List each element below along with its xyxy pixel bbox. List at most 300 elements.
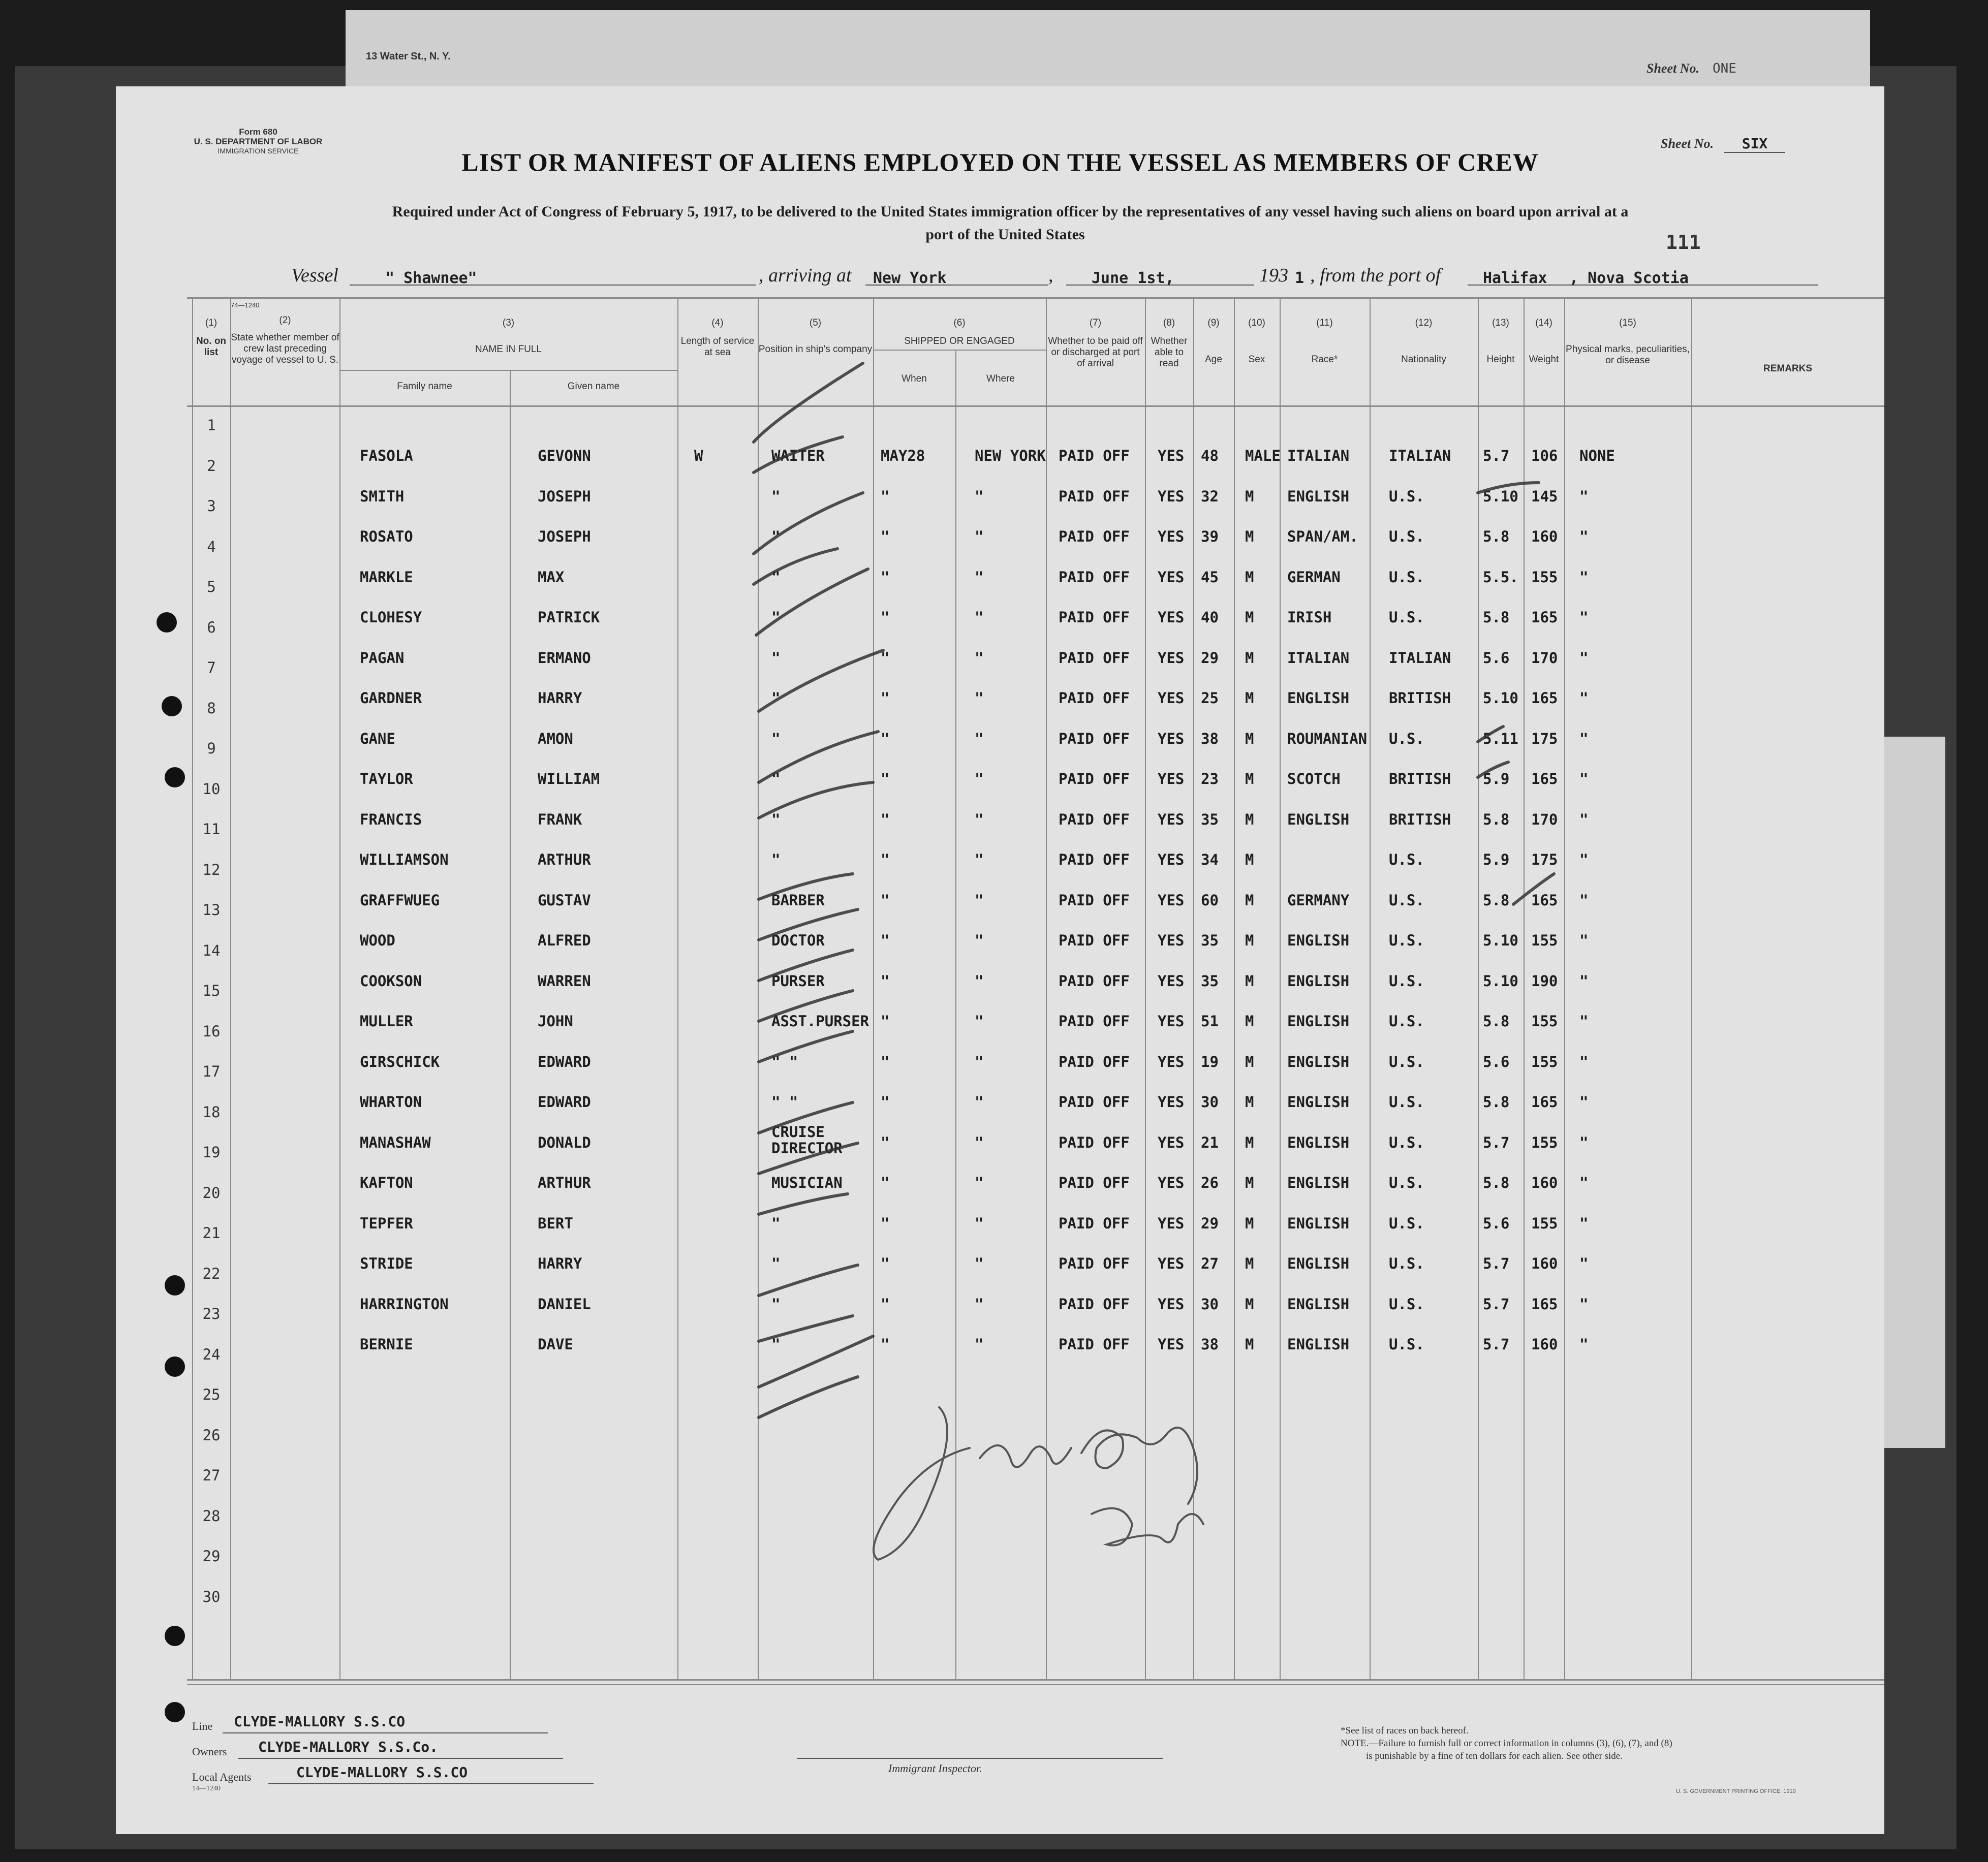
shipped-when-cell: ": [881, 609, 890, 626]
col6-title: SHIPPED OR ENGAGED: [904, 336, 1015, 346]
sex-cell: M: [1245, 609, 1254, 626]
height-cell: 5.8: [1483, 1174, 1510, 1191]
col8-number: (8): [1163, 318, 1175, 328]
physical-marks-cell: ": [1579, 689, 1589, 707]
height-cell: 5.7: [1483, 1295, 1510, 1313]
height-cell: 5.7: [1483, 1255, 1510, 1272]
age-cell: 60: [1201, 891, 1219, 909]
footer-rule: [187, 1684, 1884, 1685]
height-cell: 5.8: [1483, 1093, 1510, 1111]
shipped-when-cell: ": [881, 1093, 890, 1111]
physical-marks-cell: ": [1579, 1093, 1589, 1111]
sex-cell: M: [1245, 891, 1254, 909]
col2-number: (2): [279, 315, 291, 326]
paid-off-cell: PAID OFF: [1059, 770, 1130, 787]
row-number: 7: [207, 659, 216, 676]
height-cell: 5.9: [1483, 770, 1510, 787]
race-cell: ENGLISH: [1287, 487, 1350, 505]
weight-cell: 165: [1531, 609, 1558, 626]
height-cell: 5.8: [1483, 891, 1510, 909]
weight-cell: 160: [1531, 1336, 1558, 1353]
check-mark: [759, 909, 858, 940]
shipped-where-cell: ": [975, 528, 984, 545]
sex-cell: M: [1245, 851, 1254, 868]
physical-marks-cell: ": [1579, 1336, 1589, 1353]
under-sheet-number: ONE: [1713, 61, 1736, 76]
nationality-cell: BRITISH: [1389, 810, 1451, 828]
vessel-label: Vessel: [291, 265, 338, 286]
shipped-when-cell: ": [881, 1255, 890, 1272]
penalty-note-1: NOTE.—Failure to furnish full or correct information in columns (3), (6), (7), and (8): [1341, 1738, 1672, 1749]
able-to-read-cell: YES: [1158, 851, 1185, 868]
row-number: 17: [202, 1063, 221, 1080]
family-name-header: Family name: [397, 381, 452, 392]
sex-cell: M: [1245, 528, 1254, 545]
weight-cell: 106: [1531, 447, 1558, 464]
given-name-cell: FRANK: [538, 810, 582, 828]
paid-off-cell: PAID OFF: [1059, 932, 1130, 949]
weight-cell: 145: [1531, 487, 1558, 505]
shipped-when-cell: ": [881, 1295, 890, 1313]
race-cell: ENGLISH: [1287, 810, 1350, 828]
row-number: 22: [202, 1265, 221, 1282]
height-cell: 5.8: [1483, 810, 1510, 828]
race-cell: ENGLISH: [1287, 1093, 1350, 1111]
line-label: Line: [192, 1720, 213, 1732]
weight-cell: 155: [1531, 1013, 1558, 1030]
nationality-cell: U.S.: [1389, 568, 1424, 586]
family-name-cell: MULLER: [360, 1013, 413, 1030]
row-number: 5: [207, 578, 216, 595]
check-mark: [759, 950, 853, 981]
family-name-cell: FRANCIS: [360, 810, 422, 828]
weight-cell: 155: [1531, 1214, 1558, 1232]
row-number: 19: [202, 1144, 221, 1161]
stamp-number: 111: [1666, 231, 1701, 254]
given-name-cell: WILLIAM: [538, 770, 600, 787]
paid-off-cell: PAID OFF: [1059, 649, 1130, 667]
age-cell: 19: [1201, 1053, 1219, 1070]
height-cell: 5.6: [1483, 649, 1510, 667]
col9-number: (9): [1207, 318, 1220, 328]
physical-marks-cell: ": [1579, 810, 1589, 828]
col8-title: Whether able to read: [1151, 336, 1188, 369]
nationality-cell: U.S.: [1389, 487, 1424, 505]
row-number: 29: [202, 1548, 221, 1565]
sex-cell: M: [1245, 1295, 1254, 1313]
position-cell: DOCTOR: [771, 932, 825, 949]
weight-cell: 160: [1531, 528, 1558, 545]
weight-cell: 170: [1531, 649, 1558, 667]
physical-marks-cell: ": [1579, 1295, 1589, 1313]
able-to-read-cell: YES: [1158, 487, 1185, 505]
penalty-note-2: is punishable by a fine of ten dollars for each alien. See other side.: [1366, 1751, 1623, 1761]
age-cell: 29: [1201, 1214, 1219, 1232]
col12-title: Nationality: [1401, 354, 1446, 365]
physical-marks-cell: NONE: [1579, 447, 1615, 464]
family-name-cell: SMITH: [360, 487, 405, 505]
given-name-cell: DAVE: [538, 1336, 573, 1353]
form-number: Form 680: [239, 127, 277, 137]
paid-off-cell: PAID OFF: [1059, 689, 1130, 707]
check-mark: [754, 549, 837, 584]
physical-marks-cell: ": [1579, 1013, 1589, 1030]
agents-value: CLYDE-MALLORY S.S.CO: [296, 1764, 468, 1781]
height-cell: 5.5.: [1483, 568, 1518, 586]
position-cell: ": [771, 1336, 781, 1353]
family-name-cell: WOOD: [360, 932, 395, 949]
service-length-cell: W: [694, 447, 703, 464]
col6-number: (6): [953, 318, 966, 328]
row-number: 8: [207, 699, 216, 717]
line-rule: [223, 1732, 548, 1733]
physical-marks-cell: ": [1579, 1053, 1589, 1070]
sex-cell: M: [1245, 932, 1254, 949]
row-number: 15: [202, 982, 221, 999]
race-cell: ENGLISH: [1287, 1013, 1350, 1030]
physical-marks-cell: ": [1579, 932, 1589, 949]
weight-cell: 155: [1531, 568, 1558, 586]
owners-value: CLYDE-MALLORY S.S.Co.: [258, 1739, 439, 1755]
family-name-cell: HARRINGTON: [360, 1295, 449, 1313]
paid-off-cell: PAID OFF: [1059, 609, 1130, 626]
paid-off-cell: PAID OFF: [1059, 1295, 1130, 1313]
row-number: 24: [202, 1345, 221, 1363]
row-number: 23: [202, 1305, 221, 1322]
given-name-cell: DONALD: [538, 1133, 591, 1151]
owners-label: Owners: [192, 1745, 227, 1758]
sex-cell: M: [1245, 1214, 1254, 1232]
paid-off-cell: PAID OFF: [1059, 1133, 1130, 1151]
able-to-read-cell: YES: [1158, 568, 1185, 586]
physical-marks-cell: ": [1579, 730, 1589, 747]
able-to-read-cell: YES: [1158, 1013, 1185, 1030]
row-number: 25: [202, 1386, 221, 1403]
given-name-cell: ALFRED: [538, 932, 591, 949]
physical-marks-cell: ": [1579, 770, 1589, 787]
col7-number: (7): [1089, 318, 1102, 328]
col4-title: Length of service at sea: [680, 336, 755, 358]
given-name-cell: ARTHUR: [538, 1174, 591, 1191]
shipped-where-cell: ": [975, 770, 984, 787]
position-cell: ": [771, 851, 781, 868]
paid-off-cell: PAID OFF: [1059, 487, 1130, 505]
position-cell: ": [771, 568, 781, 586]
family-name-cell: TEPFER: [360, 1214, 413, 1232]
agents-code: 14—1240: [192, 1785, 221, 1792]
family-name-cell: GANE: [360, 730, 395, 747]
position-cell: CRUISE DIRECTOR: [771, 1123, 843, 1157]
col1-number: (1): [205, 318, 218, 328]
nationality-cell: BRITISH: [1389, 770, 1451, 787]
given-name-cell: EDWARD: [538, 1053, 591, 1070]
race-note: *See list of races on back hereof.: [1341, 1725, 1469, 1736]
height-cell: 5.10: [1483, 972, 1518, 990]
from-region: , Nova Scotia: [1569, 269, 1689, 287]
remarks-header: REMARKS: [1763, 363, 1813, 374]
height-cell: 5.8: [1483, 1013, 1510, 1030]
shipped-where-cell: ": [975, 1093, 984, 1111]
nationality-cell: U.S.: [1389, 1214, 1424, 1232]
position-cell: ": [771, 1295, 781, 1313]
arrival-date: June 1st,: [1092, 269, 1174, 287]
col11-title: Race*: [1311, 354, 1338, 365]
able-to-read-cell: YES: [1158, 730, 1185, 747]
position-cell: ": [771, 649, 781, 667]
under-sheet-label: Sheet No.: [1647, 61, 1699, 76]
height-cell: 5.7: [1483, 1336, 1510, 1353]
shipped-when-cell: ": [881, 851, 890, 868]
family-name-cell: ROSATO: [360, 528, 413, 545]
row-number: 27: [202, 1467, 221, 1484]
shipped-when-cell: ": [881, 891, 890, 909]
col3-title: NAME IN FULL: [475, 344, 542, 355]
shipped-when-cell: ": [881, 1133, 890, 1151]
given-name-cell: ERMANO: [538, 649, 591, 667]
check-mark: [754, 437, 843, 472]
sex-cell: M: [1245, 1174, 1254, 1191]
col15-number: (15): [1619, 318, 1636, 328]
shipped-where-cell: ": [975, 972, 984, 990]
check-mark: [759, 874, 853, 899]
able-to-read-cell: YES: [1158, 1255, 1185, 1272]
race-cell: ENGLISH: [1287, 1336, 1350, 1353]
given-name-cell: PATRICK: [538, 609, 600, 626]
shipped-where-cell: ": [975, 649, 984, 667]
family-name-cell: PAGAN: [360, 649, 405, 667]
paid-off-cell: PAID OFF: [1059, 1336, 1130, 1353]
family-name-cell: KAFTON: [360, 1174, 413, 1191]
able-to-read-cell: YES: [1158, 1174, 1185, 1191]
able-to-read-cell: YES: [1158, 1336, 1185, 1353]
sex-cell: M: [1245, 1013, 1254, 1030]
sex-cell: MALE: [1245, 447, 1281, 464]
where-header: Where: [986, 373, 1015, 384]
height-cell: 5.10: [1483, 487, 1518, 505]
sex-cell: M: [1245, 1336, 1254, 1353]
from-port: Halifax: [1483, 269, 1547, 287]
row-number: 14: [202, 941, 221, 959]
paid-off-cell: PAID OFF: [1059, 972, 1130, 990]
shipped-where-cell: ": [975, 891, 984, 909]
able-to-read-cell: YES: [1158, 1133, 1185, 1151]
height-cell: 5.10: [1483, 932, 1518, 949]
able-to-read-cell: YES: [1158, 972, 1185, 990]
nationality-cell: U.S.: [1389, 1053, 1424, 1070]
race-cell: ENGLISH: [1287, 689, 1350, 707]
shipped-when-cell: MAY28: [881, 447, 925, 464]
position-cell: ": [771, 487, 781, 505]
paid-off-cell: PAID OFF: [1059, 1214, 1130, 1232]
family-name-cell: GIRSCHICK: [360, 1053, 440, 1070]
family-name-cell: COOKSON: [360, 972, 422, 990]
weight-cell: 175: [1531, 730, 1558, 747]
given-name-header: Given name: [567, 381, 620, 392]
row-number: 21: [202, 1224, 221, 1242]
department: U. S. DEPARTMENT OF LABOR: [194, 137, 323, 146]
physical-marks-cell: ": [1579, 649, 1589, 667]
physical-marks-cell: ": [1579, 972, 1589, 990]
weight-cell: 165: [1531, 689, 1558, 707]
age-cell: 30: [1201, 1295, 1219, 1313]
age-cell: 40: [1201, 609, 1219, 626]
sex-cell: M: [1245, 972, 1254, 990]
age-cell: 25: [1201, 689, 1219, 707]
check-mark: [759, 1031, 853, 1062]
race-cell: ENGLISH: [1287, 1174, 1350, 1191]
given-name-cell: AMON: [538, 730, 573, 747]
family-name-cell: CLOHESY: [360, 609, 422, 626]
row-number: 2: [207, 457, 216, 475]
race-cell: GERMANY: [1287, 891, 1350, 909]
row-number: 11: [202, 820, 221, 838]
shipped-when-cell: ": [881, 1053, 890, 1070]
position-cell: ": [771, 1214, 781, 1232]
row-number: 10: [202, 780, 221, 798]
paid-off-cell: PAID OFF: [1059, 851, 1130, 868]
able-to-read-cell: YES: [1158, 1093, 1185, 1111]
paid-off-cell: PAID OFF: [1059, 1013, 1130, 1030]
physical-marks-cell: ": [1579, 1214, 1589, 1232]
owners-rule: [238, 1758, 563, 1759]
nationality-cell: U.S.: [1389, 1336, 1424, 1353]
height-cell: 5.8: [1483, 528, 1510, 545]
col11-number: (11): [1316, 318, 1333, 328]
able-to-read-cell: YES: [1158, 1214, 1185, 1232]
col12-number: (12): [1415, 318, 1433, 328]
col5-number: (5): [809, 318, 822, 328]
nationality-cell: U.S.: [1389, 972, 1424, 990]
weight-cell: 160: [1531, 1174, 1558, 1191]
shipped-when-cell: ": [881, 568, 890, 586]
able-to-read-cell: YES: [1158, 1053, 1185, 1070]
check-mark: [759, 1194, 848, 1214]
check-mark: [759, 1102, 853, 1133]
check-mark: [759, 1316, 853, 1341]
manifest-sheet: [116, 86, 1884, 1834]
check-mark: [1478, 727, 1503, 742]
age-cell: 29: [1201, 649, 1219, 667]
physical-marks-cell: ": [1579, 528, 1589, 545]
sex-cell: M: [1245, 1133, 1254, 1151]
able-to-read-cell: YES: [1158, 810, 1185, 828]
age-cell: 38: [1201, 1336, 1219, 1353]
shipped-when-cell: ": [881, 649, 890, 667]
physical-marks-cell: ": [1579, 1255, 1589, 1272]
col5-title: Position in ship's company: [758, 344, 873, 355]
paid-off-cell: PAID OFF: [1059, 528, 1130, 545]
position-cell: " ": [771, 1053, 798, 1070]
comma: ,: [1048, 265, 1053, 286]
age-cell: 35: [1201, 972, 1219, 990]
printer-address: 13 Water St., N. Y.: [366, 51, 451, 62]
race-cell: ENGLISH: [1287, 1214, 1350, 1232]
shipped-where-cell: ": [975, 1053, 984, 1070]
race-cell: ENGLISH: [1287, 1133, 1350, 1151]
able-to-read-cell: YES: [1158, 649, 1185, 667]
row-number: 16: [202, 1022, 221, 1040]
nationality-cell: U.S.: [1389, 609, 1424, 626]
year-suffix: 1: [1295, 269, 1304, 287]
physical-marks-cell: ": [1579, 487, 1589, 505]
paid-off-cell: PAID OFF: [1059, 730, 1130, 747]
position-cell: ": [771, 528, 781, 545]
given-name-cell: WARREN: [538, 972, 591, 990]
from-label: , from the port of: [1310, 265, 1441, 286]
form-subtitle-line2: port of the United States: [925, 226, 1085, 243]
sex-cell: M: [1245, 1255, 1254, 1272]
position-cell: ": [771, 730, 781, 747]
nationality-cell: ITALIAN: [1389, 447, 1451, 464]
sex-cell: M: [1245, 649, 1254, 667]
age-cell: 38: [1201, 730, 1219, 747]
able-to-read-cell: YES: [1158, 770, 1185, 787]
age-cell: 34: [1201, 851, 1219, 868]
nationality-cell: U.S.: [1389, 932, 1424, 949]
shipped-where-cell: ": [975, 1336, 984, 1353]
age-cell: 48: [1201, 447, 1219, 464]
weight-cell: 170: [1531, 810, 1558, 828]
age-cell: 30: [1201, 1093, 1219, 1111]
inspector-rule: [797, 1758, 1163, 1759]
shipped-where-cell: ": [975, 1255, 984, 1272]
shipped-where-cell: NEW YORK: [975, 447, 1046, 464]
inspector-label: Immigrant Inspector.: [888, 1762, 982, 1775]
family-name-cell: FASOLA: [360, 447, 413, 464]
nationality-cell: U.S.: [1389, 1133, 1424, 1151]
when-header: When: [902, 373, 927, 384]
col4-number: (4): [711, 318, 724, 328]
given-name-cell: JOHN: [538, 1013, 573, 1030]
check-mark: [759, 991, 853, 1021]
service: IMMIGRATION SERVICE: [218, 147, 299, 155]
col14-title: Weight: [1529, 354, 1559, 365]
line-value: CLYDE-MALLORY S.S.CO: [234, 1713, 406, 1730]
arriving-label: , arriving at: [759, 265, 852, 286]
nationality-cell: U.S.: [1389, 1093, 1424, 1111]
nationality-cell: U.S.: [1389, 528, 1424, 545]
shipped-when-cell: ": [881, 1013, 890, 1030]
shipped-when-cell: ": [881, 487, 890, 505]
sex-cell: M: [1245, 1053, 1254, 1070]
given-name-cell: BERT: [538, 1214, 573, 1232]
race-cell: IRISH: [1287, 609, 1332, 626]
shipped-where-cell: ": [975, 1295, 984, 1313]
family-name-cell: GARDNER: [360, 689, 422, 707]
form-title: LIST OR MANIFEST OF ALIENS EMPLOYED ON THE VESSEL AS MEMBERS OF CREW: [461, 148, 1539, 176]
check-mark: [1478, 483, 1539, 493]
given-name-cell: ARTHUR: [538, 851, 591, 868]
weight-cell: 160: [1531, 1255, 1558, 1272]
paid-off-cell: PAID OFF: [1059, 1093, 1130, 1111]
race-cell: ENGLISH: [1287, 1295, 1350, 1313]
height-cell: 5.11: [1483, 730, 1518, 747]
sex-cell: M: [1245, 1093, 1254, 1111]
physical-marks-cell: ": [1579, 568, 1589, 586]
nationality-cell: U.S.: [1389, 1255, 1424, 1272]
nationality-cell: U.S.: [1389, 1174, 1424, 1191]
protruding-tab: [1884, 737, 1945, 1448]
printing-office: U. S. GOVERNMENT PRINTING OFFICE: 1919: [1676, 1788, 1796, 1794]
given-name-cell: GEVONN: [538, 447, 591, 464]
race-cell: ENGLISH: [1287, 1255, 1350, 1272]
position-cell: PURSER: [771, 972, 825, 990]
position-cell: ASST.PURSER: [771, 1013, 869, 1030]
paid-off-cell: PAID OFF: [1059, 568, 1130, 586]
row-number: 1: [207, 417, 216, 434]
race-cell: ITALIAN: [1287, 447, 1350, 464]
family-name-cell: WILLIAMSON: [360, 851, 449, 868]
